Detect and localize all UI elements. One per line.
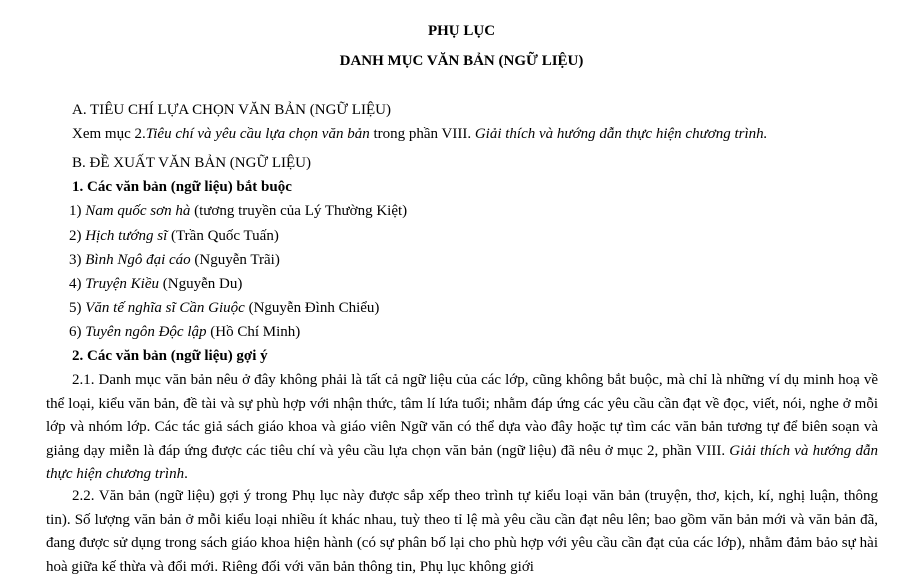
- list-item: [69, 275, 242, 293]
- list-item: [69, 323, 300, 341]
- section-a-heading: A. TIÊU CHÍ LỰA CHỌN VĂN BẢN (NGỮ LIỆU): [72, 102, 391, 118]
- item-title: Bình Ngô đại cáo: [85, 252, 191, 268]
- page-subtitle: DANH MỤC VĂN BẢN (NGỮ LIỆU): [339, 53, 584, 69]
- section-b-heading: B. ĐỀ XUẤT VĂN BẢN (NGỮ LIỆU): [72, 155, 311, 171]
- item-number: 2): [69, 228, 82, 244]
- item-author: (Hồ Chí Minh): [206, 324, 301, 340]
- item-author: (tương truyền của Lý Thường Kiệt): [190, 203, 408, 219]
- list-item: [69, 202, 407, 220]
- item-author: (Nguyễn Du): [159, 276, 243, 292]
- item-title: Nam quốc sơn hà: [85, 203, 191, 219]
- item-number: 3): [69, 252, 82, 268]
- list-item: [69, 299, 379, 317]
- paragraph-2-2-text: 2.2. Văn bản (ngữ liệu) gợi ý trong Phụ lục này được sắp xếp theo trình tự kiểu loại văn bản (truyện, thơ, kịch, kí, nghị luận, thông tin). Số lượng văn bản ở mỗi kiểu loại nhiều ít khác nhau, tuỳ theo tỉ lệ mà yêu cầu cần đạt nêu lên; bao gồm văn bản mới và văn bản đã, đang được sử dụng trong sách giáo khoa hiện hành (có sự phân bố lại cho phù hợp với yêu cầu cần đạt của các lớp), nhằm đảm bảo sự hài hoà giữa kế thừa và đổi mới. Riêng đối với văn bản thông tin, Phụ lục không giới: [46, 488, 878, 575]
- item-title: Hịch tướng sĩ: [85, 228, 168, 244]
- suggested-texts-heading: 2. Các văn bản (ngữ liệu) gợi ý: [72, 348, 268, 364]
- paragraph-2-1: [46, 369, 878, 487]
- required-texts-heading: 1. Các văn bản (ngữ liệu) bắt buộc: [72, 179, 292, 195]
- item-title: Tuyên ngôn Độc lập: [85, 324, 207, 340]
- item-number: 4): [69, 276, 82, 292]
- section-a-italic-1: Tiêu chí và yêu cầu lựa chọn văn bản: [145, 126, 370, 142]
- item-author: (Trần Quốc Tuấn): [167, 228, 279, 244]
- paragraph-2-2: [46, 485, 878, 579]
- section-a-italic-2: Giải thích và hướng dẫn thực hiện chương trình.: [474, 126, 768, 142]
- item-number: 6): [69, 324, 82, 340]
- item-title: Văn tế nghĩa sĩ Cần Giuộc: [85, 300, 245, 316]
- item-number: 5): [69, 300, 82, 316]
- item-author: (Nguyễn Đình Chiểu): [244, 300, 380, 316]
- section-a-prefix: Xem mục 2.: [72, 126, 146, 142]
- section-a-line: [72, 125, 767, 143]
- item-title: Truyện Kiều: [85, 276, 159, 292]
- paragraph-2-1-end: .: [184, 466, 188, 482]
- paragraph-2-1-text: 2.1. Danh mục văn bản nêu ở đây không phải là tất cả ngữ liệu của các lớp, cũng không bắt buộc, mà chỉ là những ví dụ minh hoạ về thể loại, kiểu văn bản, đề tài và sự phù hợp với nhận thức, tâm lí lứa tuổi; nhằm đáp ứng các yêu cầu cần đạt về đọc, viết, nói, nghe ở mỗi lớp và nhóm lớp. Các tác giả sách giáo khoa và giáo viên Ngữ văn có thể dựa vào đây hoặc tự tìm các văn bản tương tự để biên soạn và giảng dạy miễn là đáp ứng được các tiêu chí và yêu cầu lựa chọn văn bản (ngữ liệu) đã nêu ở mục 2, phần VIII.: [46, 372, 878, 459]
- paragraph-2-1-italic: Giải thích và hướng dẫn thực hiện chương trình: [46, 442, 878, 482]
- list-item: [69, 227, 279, 245]
- list-item: [69, 251, 280, 269]
- item-author: (Nguyễn Trãi): [190, 252, 280, 268]
- page-title: PHỤ LỤC: [427, 23, 496, 39]
- item-number: 1): [69, 203, 82, 219]
- section-a-mid: trong phần VIII.: [369, 126, 475, 142]
